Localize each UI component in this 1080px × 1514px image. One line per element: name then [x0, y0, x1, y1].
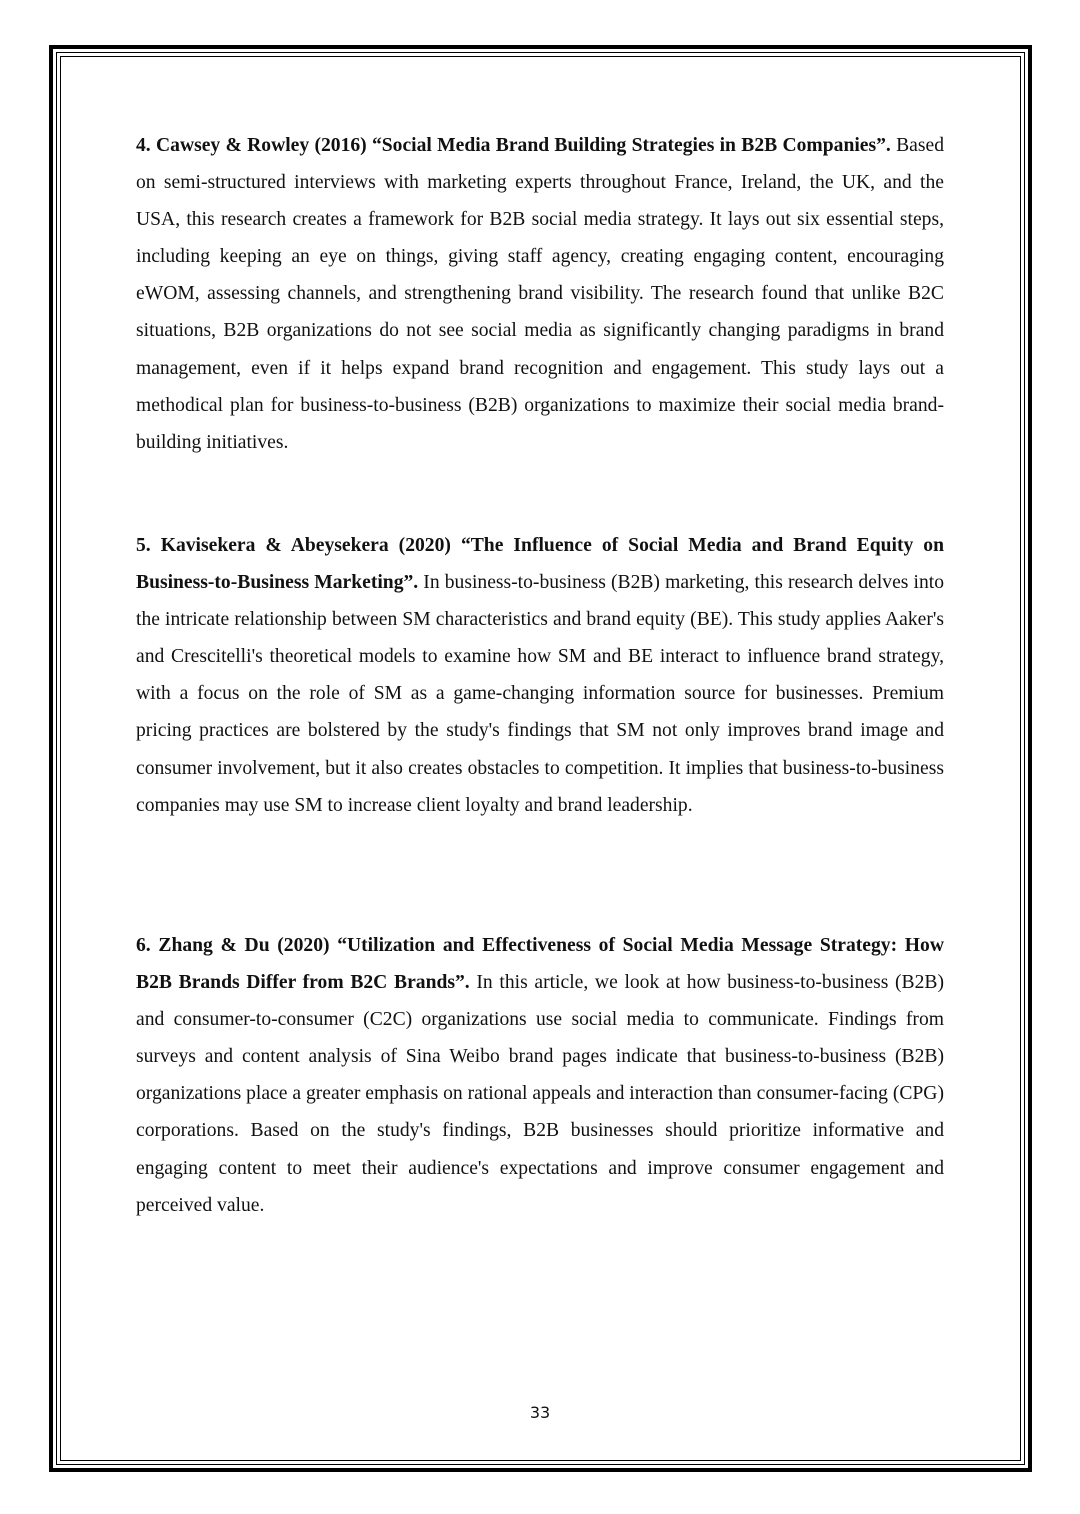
page-number: 33 — [529, 1403, 551, 1422]
literature-entry-4 — [136, 127, 944, 461]
entry-heading: 5. Kavisekera & Abeysekera (2020) “The Influence of Social Media and Brand Equity on Business-to-Business Marketing”. — [136, 535, 944, 594]
entry-body: In this article, we look at how business-to-business (B2B) and consumer-to-consumer (C2C) organizations use social media to communicate. Findings from surveys and content analysis of Sina Weibo brand pages indicate that business-to-business (B2B) organizations place a greater emphasis on rational appeals and interaction than consumer-facing (CPG) corporations. Based on the study's findings, B2B businesses should prioritize informative and engaging content to meet their audience's expectations and improve consumer engagement and perceived value. — [136, 972, 944, 1216]
entry-heading: 6. Zhang & Du (2020) “Utilization and Effectiveness of Social Media Message Strategy: How B2B Brands Differ from B2C Brands”. — [136, 935, 944, 994]
entry-body: In business-to-business (B2B) marketing, this research delves into the intricate relationship between SM characteristics and brand equity (BE). This study applies Aaker's and Crescitelli's theoretical models to examine how SM and BE interact to influence brand strategy, with a focus on the role of SM as a game-changing information source for businesses. Premium pricing practices are bolstered by the study's findings that SM not only improves brand image and consumer involvement, but it also creates obstacles to competition. It implies that business-to-business companies may use SM to increase client loyalty and brand leadership. — [136, 572, 944, 816]
literature-entry-5 — [136, 527, 944, 824]
entry-heading: 4. Cawsey & Rowley (2016) “Social Media Brand Building Strategies in B2B Companies”. — [136, 135, 891, 156]
literature-entry-6 — [136, 927, 944, 1224]
entry-body: Based on semi-structured interviews with marketing experts throughout France, Ireland, the UK, and the USA, this research creates a framework for B2B social media strategy. It lays out six essential steps, including keeping an eye on things, giving staff agency, creating engaging content, encouraging eWOM, assessing channels, and strengthening brand visibility. The research found that unlike B2C situations, B2B organizations do not see social media as significantly changing paradigms in brand management, even if it helps expand brand recognition and engagement. This study lays out a methodical plan for business-to-business (B2B) organizations to maximize their social media brand-building initiatives. — [136, 135, 944, 453]
